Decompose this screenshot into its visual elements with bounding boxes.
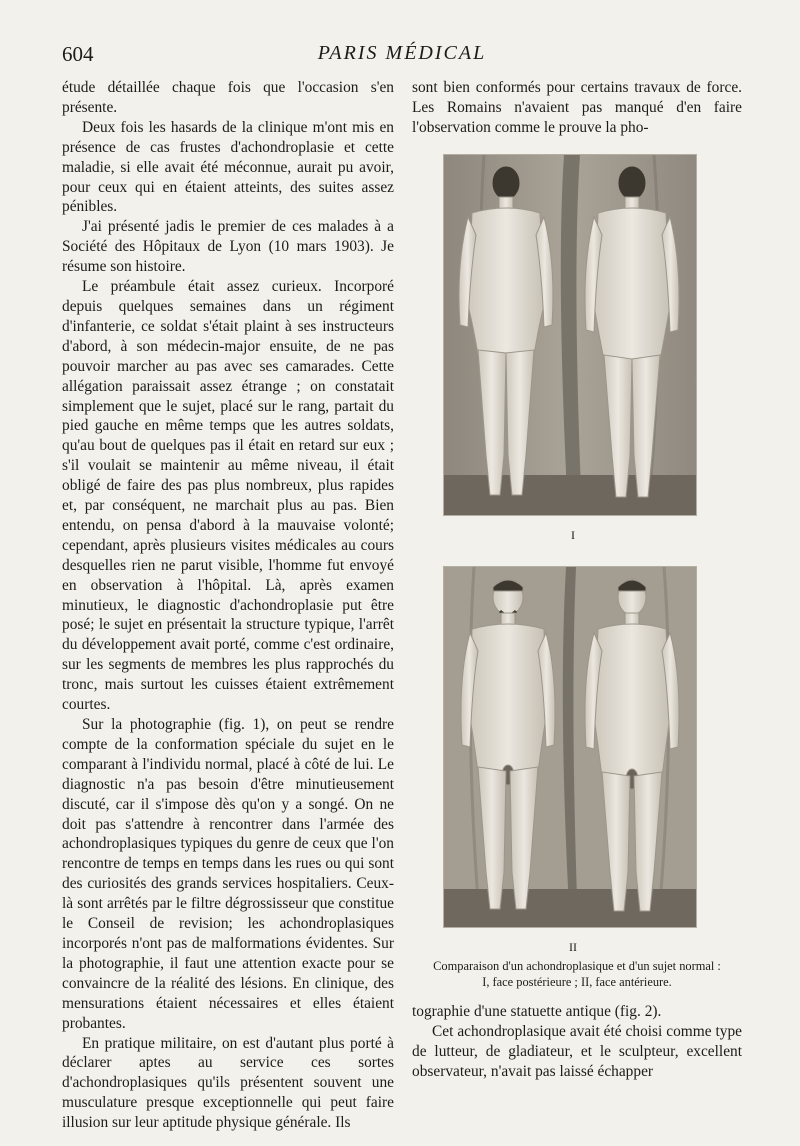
figure-caption bbox=[412, 958, 742, 990]
paragraph: Sur la photographie (fig. 1), on peut se rendre compte de la conformation spéciale du sujet en le comparant à l'individu normal, placé à côté de lui. Le diagnostic n'a pas besoin d'être minutieusement discuté, car il s'impose dès qu'on y a songé. On ne doit pas s'attendre à rencontrer dans l'armée des achondroplasiques typiques du genre de ceux que l'on rencontre de temps en temps dans les rues ou qui sont des curiosités des grands services hospitaliers. Ceux-là sont arrêtés par le filtre dégrossisseur que constitue le Conseil de revision; les achondroplasiques incorporés n'ont pas de malformations évidentes. Sur la photographie, il faut une attention exacte pour se convaincre de la réalité des lésions. En clinique, des mensurations étaient nécessaires et elles étaient probantes. bbox=[62, 716, 394, 1032]
caption-line: I, face postérieure ; II, face antérieure. bbox=[482, 975, 672, 989]
paragraph: En pratique militaire, on est d'autant plus porté à déclarer aptes au service ces sortes d'achondroplasiques qu'ils présentent souvent une musculature presque exceptionnelle qui peut faire illusion sur leur aptitude physique générale. Ils bbox=[62, 1034, 394, 1132]
running-title: PARIS MÉDICAL bbox=[317, 42, 487, 64]
paragraph: Cet achondroplasique avait été choisi comme type de lutteur, de gladiateur, et le sculpteur, excellent observateur, n'avait pas laissé échapper bbox=[412, 1022, 742, 1080]
photo-back-view bbox=[444, 155, 696, 515]
paragraph: sont bien conformés pour certains travaux de force. Les Romains n'avaient pas manqué d'en faire l'observation comme le prouve la pho- bbox=[412, 79, 742, 136]
photo-front-view bbox=[444, 567, 696, 927]
paragraph: Le préambule était assez curieux. Incorporé depuis quelques semaines dans un régiment d'infanterie, ce soldat s'était plaint à ses instructeurs d'abord, à son médecin-major ensuite, de ne pas pouvoir marcher au pas avec ses camarades. Cette allégation paraissait assez étrange ; on constatait simplement que le sujet, placé sur le rang, partait du pied gauche en même temps que les autres soldats, qu'au bout de quelques pas il était en retard sur eux ; s'il voulait se maintenir au même niveau, il était obligé de faire des pas plus nombreux, plus rapides et, par conséquent, ne marchait plus au pas. Bien entendu, on pensa d'abord à la mauvaise volonté; cependant, après plusieurs visites médicales au cours desquelles rien ne parut visible, l'homme fut envoyé en observation à l'hôpital. Là, après examen minutieux, le diagnostic d'achondroplasie put être posé; le sujet en présentait la structure typique, l'arrêt du développement avait porté, comme c'est ordinaire, sur les segments de membres les plus rapprochés du tronc, mais surtout les cuisses étaient extrêmement courtes. bbox=[62, 278, 394, 714]
paragraph: J'ai présenté jadis le premier de ces malades à a Société des Hôpitaux de Lyon (10 mars 1903). Je résume son histoire. bbox=[62, 218, 394, 276]
right-column-bottom bbox=[412, 1002, 742, 1082]
page-number: 604 bbox=[62, 42, 94, 66]
page-header bbox=[62, 42, 742, 72]
figure-1-photograph bbox=[443, 154, 697, 516]
figure-2-photograph bbox=[443, 566, 697, 928]
paragraph: tographie d'une statuette antique (fig. 2). bbox=[412, 1003, 662, 1020]
caption-line: Comparaison d'un achondroplasique et d'un sujet normal : bbox=[433, 959, 721, 973]
figure-2-label: II bbox=[569, 940, 577, 954]
figure-1-label: I bbox=[571, 528, 575, 542]
paragraph: étude détaillée chaque fois que l'occasion s'en présente. bbox=[62, 79, 394, 116]
left-column bbox=[62, 78, 394, 1133]
right-column-top bbox=[412, 78, 742, 138]
paragraph: Deux fois les hasards de la clinique m'ont mis en présence de cas frustes d'achondroplasie et cette maladie, si elle avait été méconnue, aurait pu avoir, pour ceux qui en étaient atteints, des suites assez pénibles. bbox=[62, 118, 394, 216]
